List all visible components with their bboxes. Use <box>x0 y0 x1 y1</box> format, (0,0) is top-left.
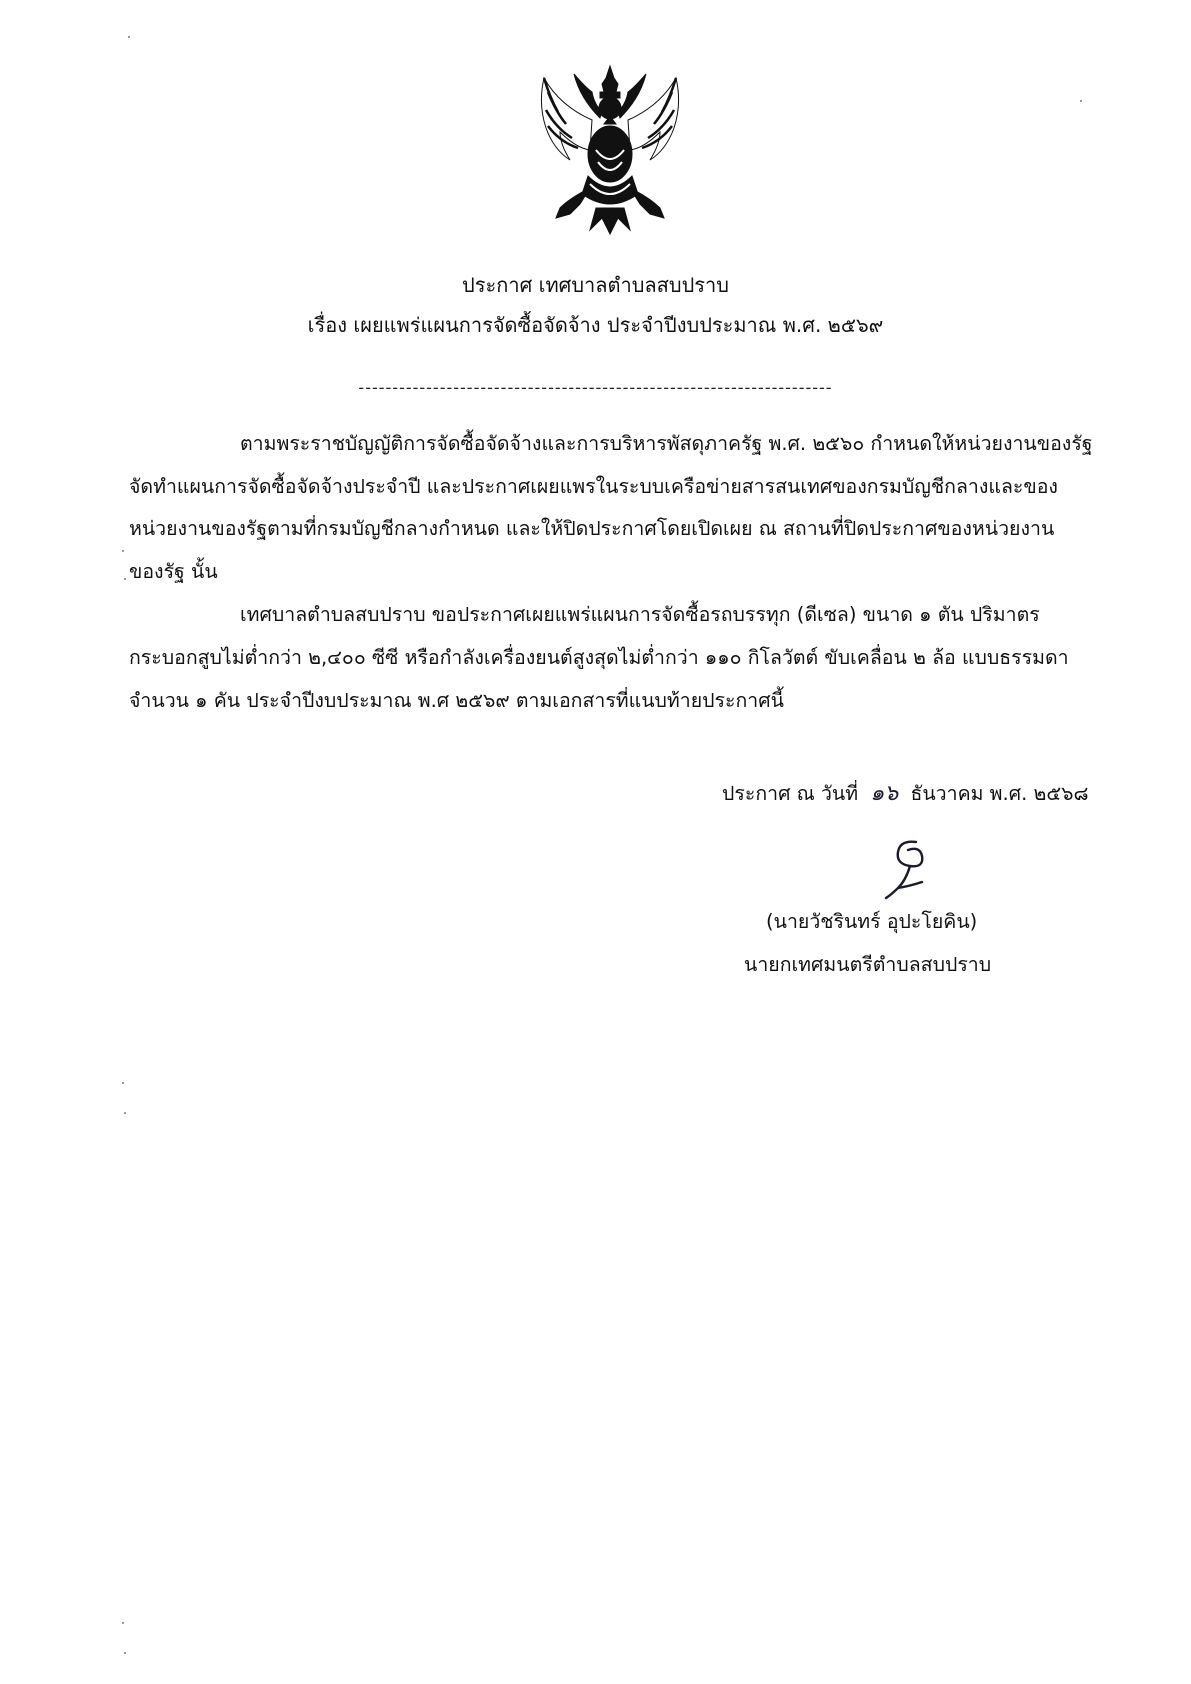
handwritten-signature-icon <box>876 836 940 902</box>
scan-speck <box>124 1112 126 1114</box>
date-prefix: ประกาศ ณ วันที่ <box>722 782 859 805</box>
scan-speck <box>124 578 126 580</box>
signer-name: (นายวัชรินทร์ อุปะโยคิน) <box>766 910 978 933</box>
announcement-date <box>722 780 1089 808</box>
paragraph-2-line-2: กระบอกสูบไม่ต่ำกว่า ๒,๔๐๐ ซีซี หรือกำลังเครื่องยนต์สูงสุดไม่ต่ำกว่า ๑๑๐ กิโลวัตต์ ขับเคลื่อน ๒ ล้อ แบบธรรมดา <box>129 646 1069 669</box>
garuda-emblem-icon <box>530 58 690 236</box>
paragraph-2-line-3: จำนวน ๑ คัน ประจำปีงบประมาณ พ.ศ ๒๕๖๙ ตามเอกสารที่แนบท้ายประกาศนี้ <box>129 689 784 712</box>
paragraph-1-line-3: หน่วยงานของรัฐตามที่กรมบัญชีกลางกำหนด และให้ปิดประกาศโดยเปิดเผย ณ สถานที่ปิดประกาศของหน่วยงาน <box>129 517 1055 540</box>
divider-line: ---------------------------------------------------------------------- <box>358 378 833 397</box>
paragraph-1-line-4: ของรัฐ นั้น <box>129 560 218 583</box>
scan-speck <box>122 1082 124 1084</box>
scan-speck <box>1080 100 1082 102</box>
scan-speck <box>128 36 130 38</box>
date-suffix: ธันวาคม พ.ศ. ๒๕๖๘ <box>910 782 1089 805</box>
paragraph-1-line-1: ตามพระราชบัญญัติการจัดซื้อจัดจ้างและการบริหารพัสดุภาครัฐ พ.ศ. ๒๕๖๐ กำหนดให้หน่วยงานของรัฐ <box>240 432 1093 455</box>
paragraph-2-line-1: เทศบาลตำบลสบปราบ ขอประกาศเผยแพร่แผนการจัดซื้อรถบรรทุก (ดีเซล) ขนาด ๑ ตัน ปริมาตร <box>240 603 1040 626</box>
announcement-subject: เรื่อง เผยแพร่แผนการจัดซื้อจัดจ้าง ประจำปีงบประมาณ พ.ศ. ๒๕๖๙ <box>307 313 884 337</box>
paragraph-1-line-2: จัดทำแผนการจัดซื้อจัดจ้างประจำปี และประกาศเผยแพรในระบบเครือข่ายสารสนเทศของกรมบัญชีกลางและของ <box>129 475 1058 498</box>
scan-speck <box>122 1622 124 1624</box>
scan-speck <box>122 550 124 552</box>
signer-position: นายกเทศมนตรีตำบลสบปราบ <box>744 953 992 976</box>
date-day-handwritten: ๑๖ <box>870 781 899 806</box>
announcement-title: ประกาศ เทศบาลตำบลสบปราบ <box>462 273 729 297</box>
scan-speck <box>124 1652 126 1654</box>
